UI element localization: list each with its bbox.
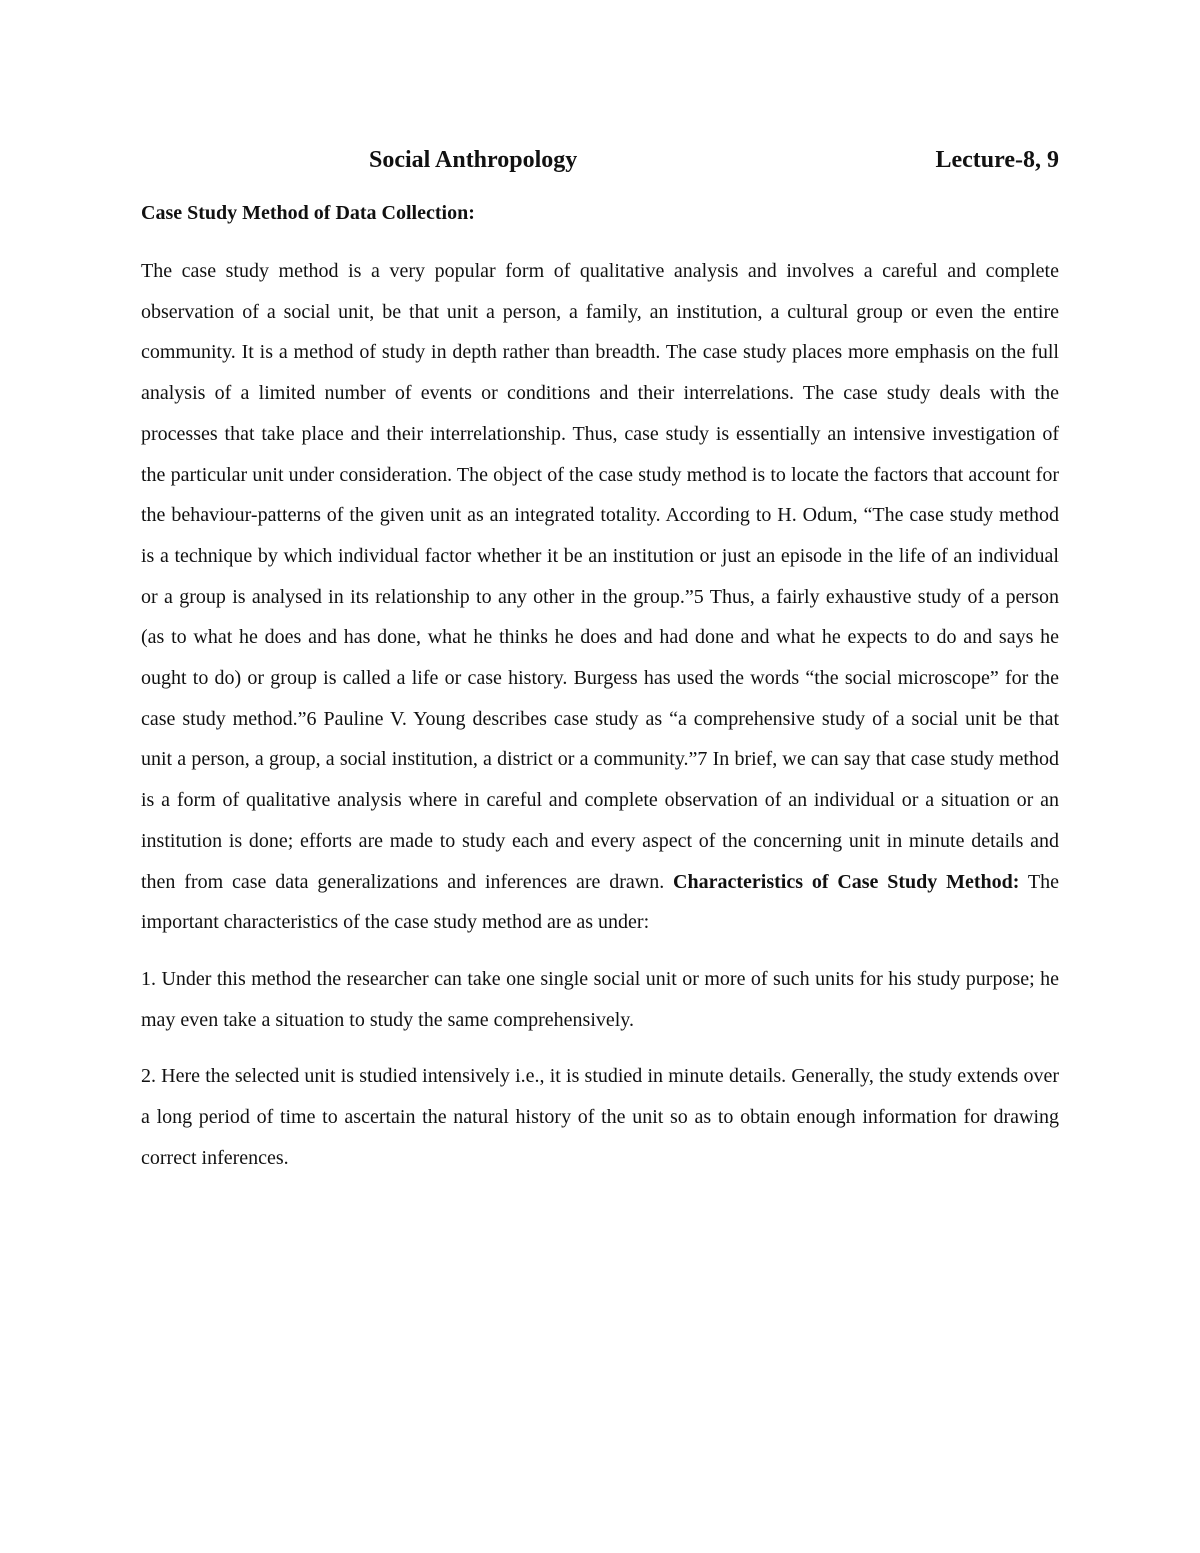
main-paragraph	[141, 251, 1059, 943]
section-heading: Case Study Method of Data Collection:	[141, 202, 475, 224]
list-item: 2. Here the selected unit is studied intensively i.e., it is studied in minute details. Generally, the study extends over a long period of time to ascertain the natural history of the unit so as to obtain enough information for drawing correct inferences.	[141, 1065, 1059, 1169]
document-title: Social Anthropology	[369, 147, 578, 173]
characteristics-heading: Characteristics of Case Study Method:	[673, 870, 1020, 893]
list-item: 1. Under this method the researcher can take one single social unit or more of such units for his study purpose; he may even take a situation to study the same comprehensively.	[141, 967, 1059, 1031]
characteristics-intro: The important characteristics of the case study method are as under:	[141, 870, 1060, 934]
paragraph-text: The case study method is a very popular form of qualitative analysis and involves a careful and complete observation of a social unit, be that unit a person, a family, an institution, a cultural group or even the entire community. It is a method of study in depth rather than breadth. The case study places more emphasis on the full analysis of a limited number of events or conditions and their interrelations. The case study deals with the processes that take place and their interrelationship. Thus, case study is essentially an intensive investigation of the particular unit under consideration. The object of the case study method is to locate the factors that account for the behaviour-patterns of the given unit as an integrated totality. According to H. Odum, “The case study method is a technique by which individual factor whether it be an institution or just an episode in the life of an individual or a group is analysed in its relationship to any other in the group.”5 Thus, a fairly exhaustive study of a person (as to what he does and has done, what he thinks he does and had done and what he expects to do and says he ought to do) or group is called a life or case history. Burgess has used the words “the social microscope” for the case study method.”6 Pauline V. Young describes case study as “a comprehensive study of a social unit be that unit a person, a group, a social institution, a district or a community.”7 In brief, we can say that case study method is a form of qualitative analysis where in careful and complete observation of an individual or a situation or an institution is done; efforts are made to study each and every aspect of the concerning unit in minute details and then from case data generalizations and inferences are drawn.	[141, 260, 1059, 893]
body-text	[141, 251, 1059, 1178]
page-header	[141, 143, 1059, 177]
lecture-number: Lecture-8, 9	[935, 147, 1059, 173]
